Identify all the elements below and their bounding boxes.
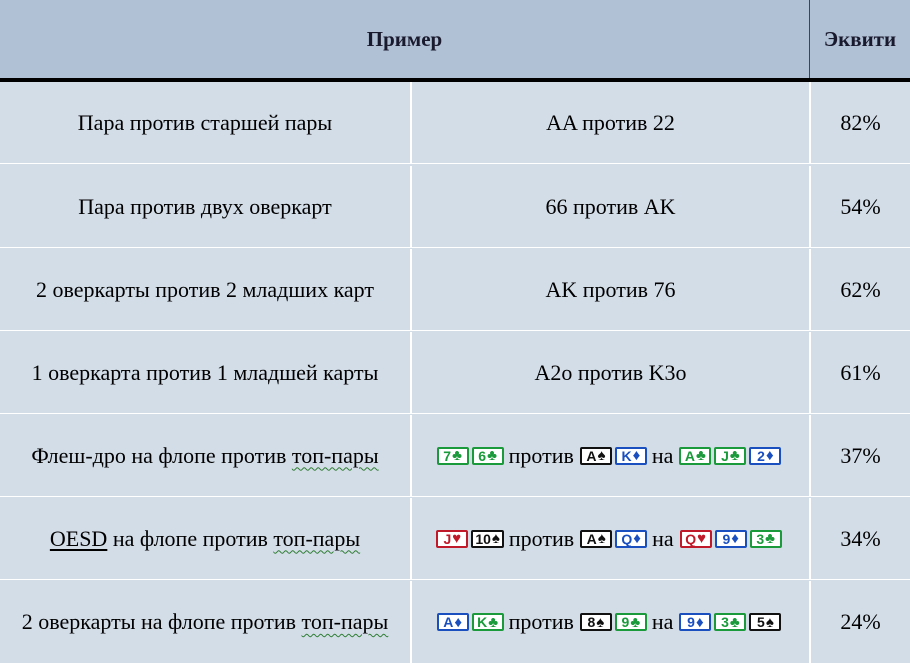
playing-card-9-club: [615, 613, 647, 631]
situation-cell: [0, 415, 410, 496]
heart-icon: ♥: [697, 530, 707, 547]
spade-icon: ♠: [597, 530, 606, 547]
on-label: на: [651, 609, 674, 634]
card-rank: 8: [587, 614, 596, 630]
card-sequence: [437, 443, 785, 469]
playing-card-3-club: [750, 530, 782, 548]
diamond-icon: ♦: [765, 447, 774, 464]
table-row: [0, 332, 910, 414]
card-rank: 9: [621, 614, 630, 630]
example-cell: 66 против AK: [410, 166, 809, 247]
diamond-icon: ♦: [731, 530, 739, 547]
card-rank: A: [443, 614, 454, 630]
playing-card-k-club: [472, 613, 504, 631]
playing-card-9-diamond: [715, 530, 747, 548]
versus-label: против: [508, 442, 574, 468]
club-icon: ♣: [452, 447, 462, 464]
playing-card-7-club: [437, 447, 469, 465]
card-rank: 9: [722, 530, 731, 547]
playing-card-a-spade: [580, 447, 612, 465]
spade-icon: ♠: [765, 613, 774, 631]
playing-card-q-diamond: [615, 530, 647, 548]
header-example: Пример: [366, 26, 443, 51]
table-row: [0, 166, 910, 248]
situation-abbrev: OESD: [49, 525, 108, 551]
on-label: на: [651, 442, 674, 468]
card-rank: 3: [756, 530, 765, 547]
spade-icon: ♠: [596, 613, 605, 631]
situation-cell: [0, 498, 410, 579]
table-row: [0, 581, 910, 663]
card-rank: J: [721, 447, 729, 464]
table-row: [0, 498, 910, 580]
playing-card-a-diamond: [437, 613, 469, 631]
card-rank: 6: [478, 447, 487, 464]
equity-cell: 62%: [809, 249, 910, 330]
diamond-icon: ♦: [454, 613, 462, 631]
playing-card-a-club: [679, 447, 711, 465]
situation-cell: Пара против старшей пары: [77, 109, 333, 135]
versus-label: против: [508, 609, 574, 634]
situation-cell: Пара против двух оверкарт: [78, 193, 332, 219]
table-row: [0, 415, 910, 497]
example-cell: [410, 415, 809, 496]
club-icon: ♣: [729, 447, 740, 464]
equity-cell: 34%: [809, 498, 910, 579]
card-sequence: [437, 609, 785, 635]
example-cell: [410, 581, 809, 663]
heart-icon: ♥: [452, 530, 462, 547]
situation-text-underlined: топ-пары: [273, 525, 361, 551]
diamond-icon: ♦: [632, 447, 641, 464]
diamond-icon: ♦: [633, 530, 641, 547]
card-rank: 9: [687, 614, 695, 630]
situation-cell: [0, 581, 410, 663]
playing-card-9-diamond: [679, 613, 711, 631]
example-cell: AA против 22: [410, 82, 809, 163]
situation-text: 2 оверкарты на флопе против: [21, 609, 302, 634]
situation-text: Флеш-дро на флопе против: [31, 442, 292, 468]
playing-card-8-spade: [580, 613, 612, 631]
card-rank: K: [621, 447, 632, 464]
playing-card-a-spade: [580, 530, 612, 548]
playing-card-3-club: [714, 613, 746, 631]
spade-icon: ♠: [491, 530, 500, 547]
equity-cell: 54%: [809, 166, 910, 247]
situation-cell: 2 оверкарты против 2 младших карт: [35, 276, 375, 302]
card-rank: J: [443, 530, 452, 547]
situation-text: на флопе против: [107, 525, 274, 551]
club-icon: ♣: [765, 530, 775, 547]
example-cell: A2o против K3o: [410, 332, 809, 413]
card-rank: Q: [685, 530, 697, 547]
spade-icon: ♠: [597, 447, 606, 464]
equity-cell: 61%: [809, 332, 910, 413]
playing-card-k-diamond: [615, 447, 647, 465]
playing-card-6-club: [472, 447, 504, 465]
table-row: [0, 82, 910, 164]
club-icon: ♣: [696, 447, 706, 464]
on-label: на: [652, 525, 674, 551]
playing-card-2-diamond: [749, 447, 781, 465]
versus-label: против: [508, 525, 575, 551]
card-rank: 2: [757, 447, 765, 464]
playing-card-5-spade: [749, 613, 781, 631]
playing-card-j-club: [714, 447, 746, 465]
club-icon: ♣: [729, 613, 740, 631]
playing-card-q-heart: [680, 530, 712, 548]
example-cell: [410, 498, 809, 579]
equity-cell: 24%: [809, 581, 910, 663]
example-cell: AK против 76: [410, 249, 809, 330]
diamond-icon: ♦: [695, 613, 704, 631]
equity-cell: 82%: [809, 82, 910, 163]
card-rank: A: [586, 447, 597, 464]
card-rank: Q: [621, 530, 633, 547]
club-icon: ♣: [487, 447, 497, 464]
club-icon: ♣: [630, 613, 641, 631]
card-rank: A: [684, 447, 696, 464]
card-rank: 7: [443, 447, 452, 464]
card-rank: A: [586, 530, 597, 547]
situation-cell: 1 оверкарта против 1 младшей карты: [31, 359, 379, 385]
club-icon: ♣: [488, 613, 499, 631]
card-rank: K: [477, 614, 488, 630]
equity-cell: 37%: [809, 415, 910, 496]
card-sequence: [436, 526, 784, 552]
situation-text-underlined: топ-пары: [291, 442, 379, 468]
playing-card-j-heart: [436, 530, 468, 548]
playing-card-10-spade: [471, 530, 504, 548]
table-row: [0, 249, 910, 331]
card-rank: 10: [475, 530, 491, 547]
situation-text-underlined: топ-пары: [301, 609, 389, 634]
header-equity: Эквити: [809, 0, 910, 78]
card-rank: 5: [757, 614, 765, 630]
table-header: [0, 0, 910, 82]
card-rank: 3: [721, 614, 729, 630]
